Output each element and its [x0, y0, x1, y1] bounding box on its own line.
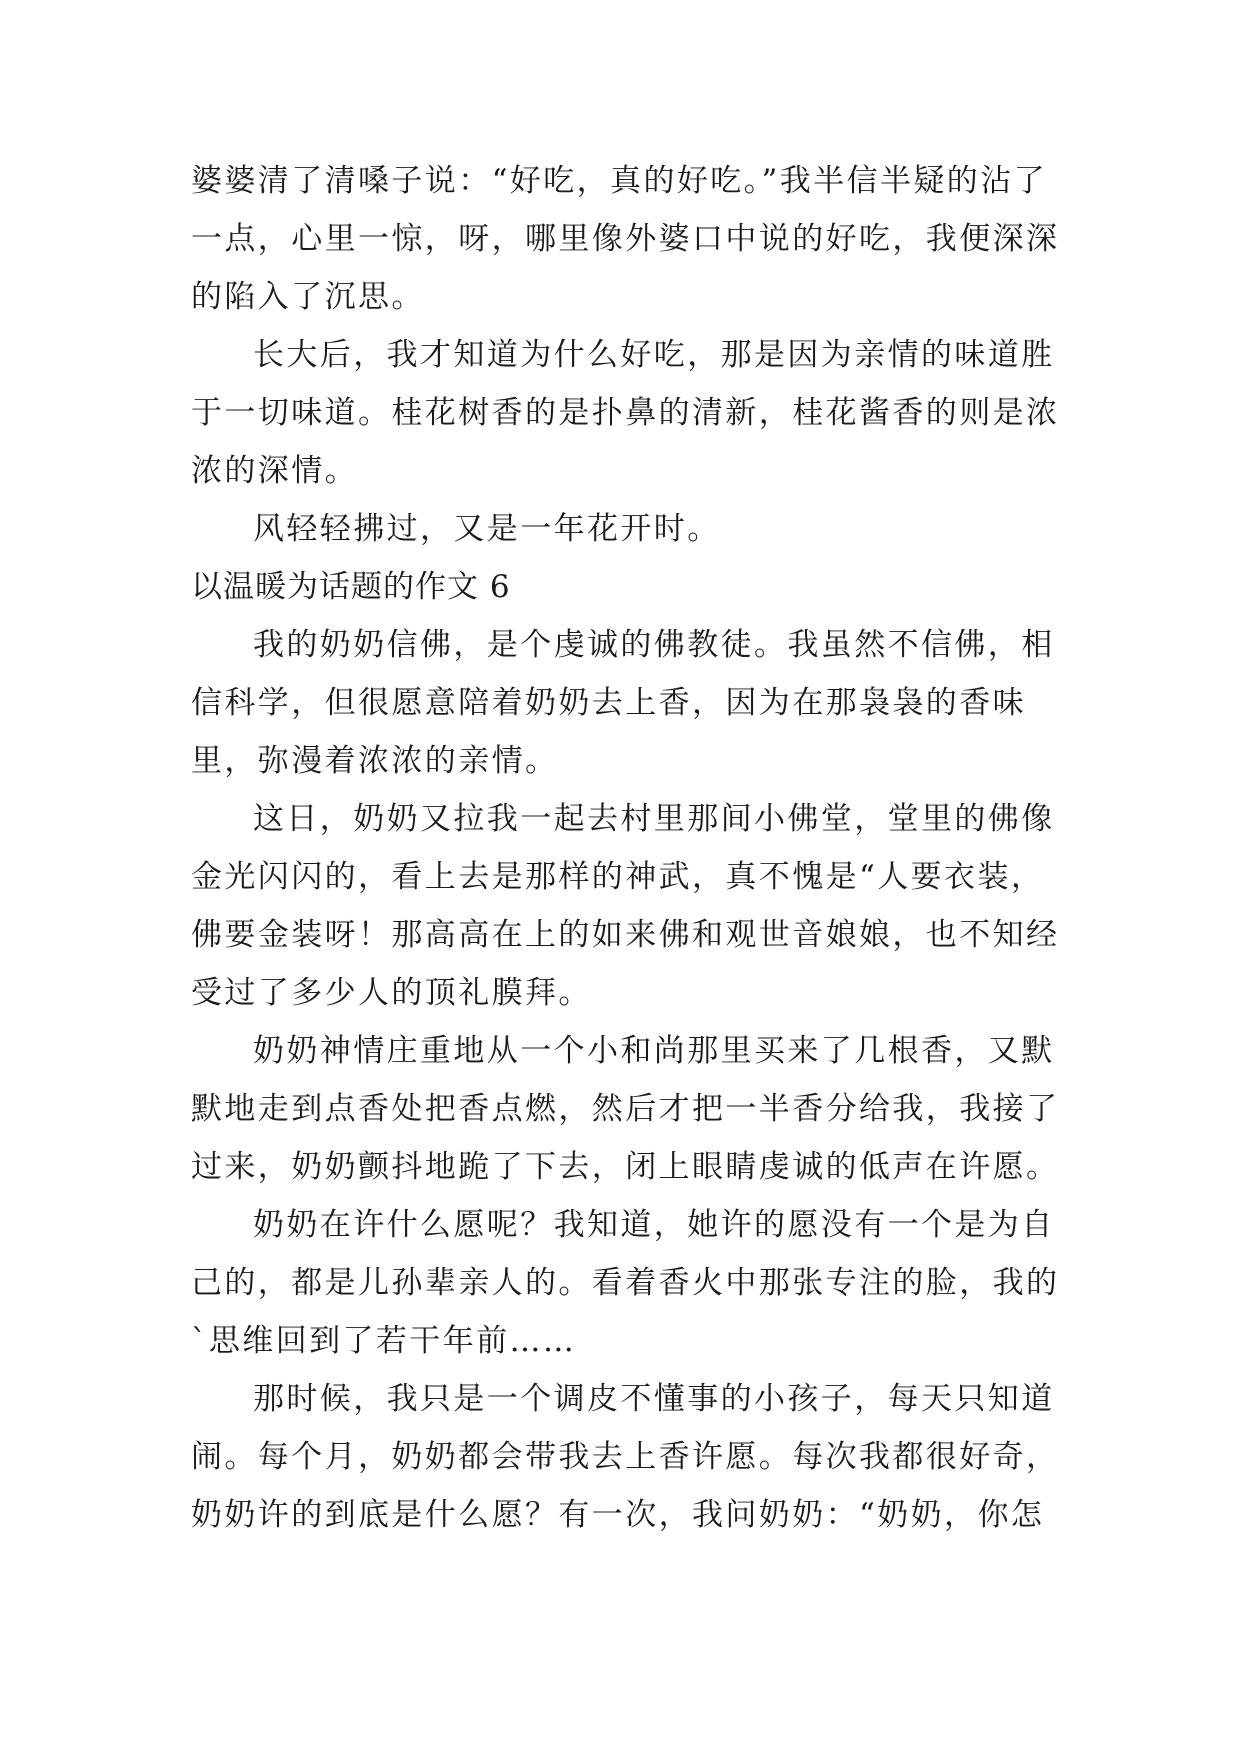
paragraph-4: 我的奶奶信佛，是个虔诚的佛教徒。我虽然不信佛，相信科学，但很愿意陪着奶奶去上香，因为在那袅袅的香味里，弥漫着浓浓的亲情。 — [191, 627, 1055, 779]
paragraph-6: 奶奶神情庄重地从一个小和尚那里买来了几根香，又默默地走到点香处把香点燃，然后才把一半香分给我，我接了过来，奶奶颤抖地跪了下去，闭上眼睛虔诚的低声在许愿。 — [191, 1033, 1060, 1185]
paragraph-3: 风轻轻拂过，又是一年花开时。 — [253, 511, 721, 547]
paragraph-8: 那时候，我只是一个调皮不懂事的小孩子，每天只知道闹。每个月，奶奶都会带我去上香许愿。每次我都很好奇，奶奶许的到底是什么愿？有一次，我问奶奶：“奶奶，你怎 — [191, 1381, 1060, 1533]
paragraph-7: 奶奶在许什么愿呢？我知道，她许的愿没有一个是为自己的，都是儿孙辈亲人的。看着香火中那张专注的脸，我的`思维回到了若干年前…… — [191, 1207, 1060, 1359]
section-heading: 以温暖为话题的作文 6 — [191, 569, 511, 605]
paragraph-2: 长大后，我才知道为什么好吃，那是因为亲情的味道胜于一切味道。桂花树香的是扑鼻的清新，桂花酱香的则是浓浓的深情。 — [191, 337, 1060, 489]
document-body — [191, 152, 1071, 1544]
paragraph-5: 这日，奶奶又拉我一起去村里那间小佛堂，堂里的佛像金光闪闪的，看上去是那样的神武，真不愧是“人要衣装，佛要金装呀！那高高在上的如来佛和观世音娘娘，也不知经受过了多少人的顶礼膜拜。 — [191, 801, 1060, 1011]
paragraph-1: 婆婆清了清嗓子说：“好吃，真的好吃。”我半信半疑的沾了一点，心里一惊，呀，哪里像外婆口中说的好吃，我便深深的陷入了沉思。 — [191, 163, 1060, 315]
